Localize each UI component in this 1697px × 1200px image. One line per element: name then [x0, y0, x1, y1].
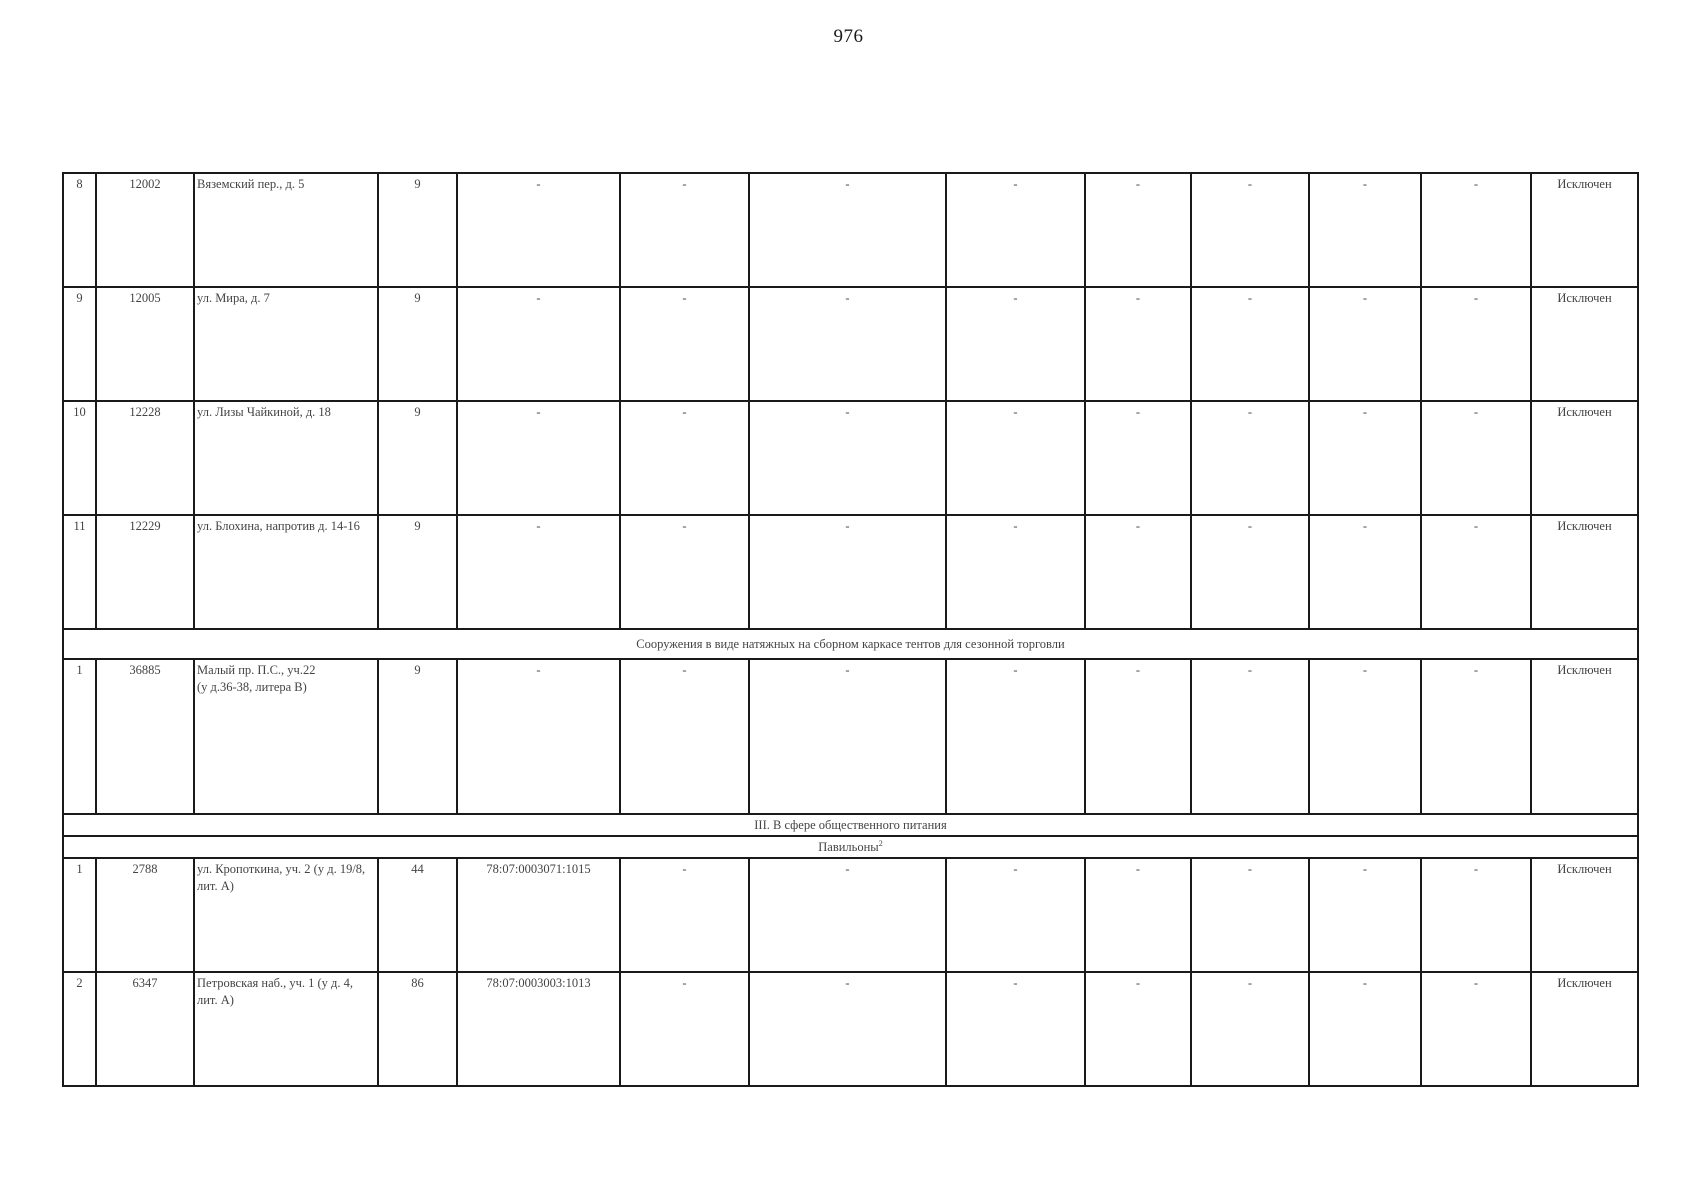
registry-table	[62, 172, 1639, 1087]
cadastral-number: -	[457, 659, 620, 814]
table-row	[63, 659, 1638, 814]
cell-col9: -	[1085, 287, 1191, 401]
district-code: 86	[378, 972, 457, 1086]
cell-col8: -	[946, 659, 1085, 814]
cadastral-number: 78:07:0003003:1013	[457, 972, 620, 1086]
cell-col8: -	[946, 287, 1085, 401]
cell-col12: -	[1421, 401, 1531, 515]
cell-col7: -	[749, 972, 946, 1086]
object-id: 6347	[96, 972, 194, 1086]
cell-col10: -	[1191, 515, 1309, 629]
footnote-marker: 2	[878, 838, 883, 848]
cadastral-number: -	[457, 173, 620, 287]
cell-col8: -	[946, 972, 1085, 1086]
cell-col12: -	[1421, 972, 1531, 1086]
cell-col11: -	[1309, 173, 1421, 287]
cell-col12: -	[1421, 287, 1531, 401]
cadastral-number: 78:07:0003071:1015	[457, 858, 620, 972]
cell-col7: -	[749, 401, 946, 515]
cell-col12: -	[1421, 515, 1531, 629]
section-header-row	[63, 629, 1638, 659]
cell-col9: -	[1085, 858, 1191, 972]
object-id: 12228	[96, 401, 194, 515]
cadastral-number: -	[457, 515, 620, 629]
cell-col9: -	[1085, 173, 1191, 287]
cell-col8: -	[946, 515, 1085, 629]
district-code: 9	[378, 659, 457, 814]
row-number: 10	[63, 401, 96, 515]
cell-col10: -	[1191, 173, 1309, 287]
cell-col8: -	[946, 858, 1085, 972]
table-row	[63, 287, 1638, 401]
cell-col10: -	[1191, 287, 1309, 401]
cell-col7: -	[749, 515, 946, 629]
cell-col9: -	[1085, 972, 1191, 1086]
page-number: 976	[833, 26, 864, 47]
cell-col6: -	[620, 858, 749, 972]
cell-col12: -	[1421, 173, 1531, 287]
cell-col6: -	[620, 173, 749, 287]
cell-col6: -	[620, 287, 749, 401]
table-row	[63, 401, 1638, 515]
address-line: Малый пр. П.С., уч.22	[197, 663, 316, 677]
cell-col10: -	[1191, 401, 1309, 515]
cell-col11: -	[1309, 287, 1421, 401]
row-number: 11	[63, 515, 96, 629]
cell-col7: -	[749, 173, 946, 287]
table-row	[63, 972, 1638, 1086]
section-title-tents: Сооружения в виде натяжных на сборном каркасе тентов для сезонной торговли	[63, 629, 1638, 659]
cell-col10: -	[1191, 659, 1309, 814]
status-cell: Исключен	[1531, 659, 1638, 814]
pavilions-label: Павильоны	[818, 839, 879, 854]
row-number: 1	[63, 659, 96, 814]
district-code: 9	[378, 287, 457, 401]
object-address: ул. Лизы Чайкиной, д. 18	[194, 401, 378, 515]
row-number: 1	[63, 858, 96, 972]
cell-col12: -	[1421, 858, 1531, 972]
object-address: ул. Кропоткина, уч. 2 (у д. 19/8, лит. А)	[194, 858, 378, 972]
cell-col11: -	[1309, 858, 1421, 972]
table-row	[63, 515, 1638, 629]
cell-col12: -	[1421, 659, 1531, 814]
section-header-row	[63, 814, 1638, 836]
object-address: ул. Мира, д. 7	[194, 287, 378, 401]
cell-col9: -	[1085, 401, 1191, 515]
cell-col10: -	[1191, 858, 1309, 972]
object-id: 12229	[96, 515, 194, 629]
cell-col8: -	[946, 401, 1085, 515]
cell-col6: -	[620, 515, 749, 629]
cadastral-number: -	[457, 287, 620, 401]
table-row	[63, 858, 1638, 972]
cell-col6: -	[620, 972, 749, 1086]
row-number: 9	[63, 287, 96, 401]
object-id: 2788	[96, 858, 194, 972]
district-code: 9	[378, 515, 457, 629]
address-line: (у д.36-38, литера В)	[197, 680, 307, 694]
object-id: 12002	[96, 173, 194, 287]
object-id: 36885	[96, 659, 194, 814]
section-header-row	[63, 836, 1638, 858]
status-cell: Исключен	[1531, 287, 1638, 401]
cell-col7: -	[749, 858, 946, 972]
cell-col6: -	[620, 401, 749, 515]
cell-col11: -	[1309, 659, 1421, 814]
district-code: 9	[378, 173, 457, 287]
cell-col7: -	[749, 287, 946, 401]
status-cell: Исключен	[1531, 972, 1638, 1086]
object-address: Вяземский пер., д. 5	[194, 173, 378, 287]
object-address: Петровская наб., уч. 1 (у д. 4, лит. А)	[194, 972, 378, 1086]
row-number: 8	[63, 173, 96, 287]
table-row	[63, 173, 1638, 287]
cell-col11: -	[1309, 401, 1421, 515]
status-cell: Исключен	[1531, 515, 1638, 629]
cadastral-number: -	[457, 401, 620, 515]
status-cell: Исключен	[1531, 858, 1638, 972]
cell-col8: -	[946, 173, 1085, 287]
district-code: 44	[378, 858, 457, 972]
cell-col7: -	[749, 659, 946, 814]
cell-col10: -	[1191, 972, 1309, 1086]
cell-col9: -	[1085, 659, 1191, 814]
object-address	[194, 659, 378, 814]
object-address: ул. Блохина, напротив д. 14-16	[194, 515, 378, 629]
status-cell: Исключен	[1531, 401, 1638, 515]
cell-col11: -	[1309, 515, 1421, 629]
section-title-pavilions	[63, 836, 1638, 858]
object-id: 12005	[96, 287, 194, 401]
cell-col9: -	[1085, 515, 1191, 629]
row-number: 2	[63, 972, 96, 1086]
cell-col11: -	[1309, 972, 1421, 1086]
district-code: 9	[378, 401, 457, 515]
cell-col6: -	[620, 659, 749, 814]
section-title-food: III. В сфере общественного питания	[63, 814, 1638, 836]
status-cell: Исключен	[1531, 173, 1638, 287]
